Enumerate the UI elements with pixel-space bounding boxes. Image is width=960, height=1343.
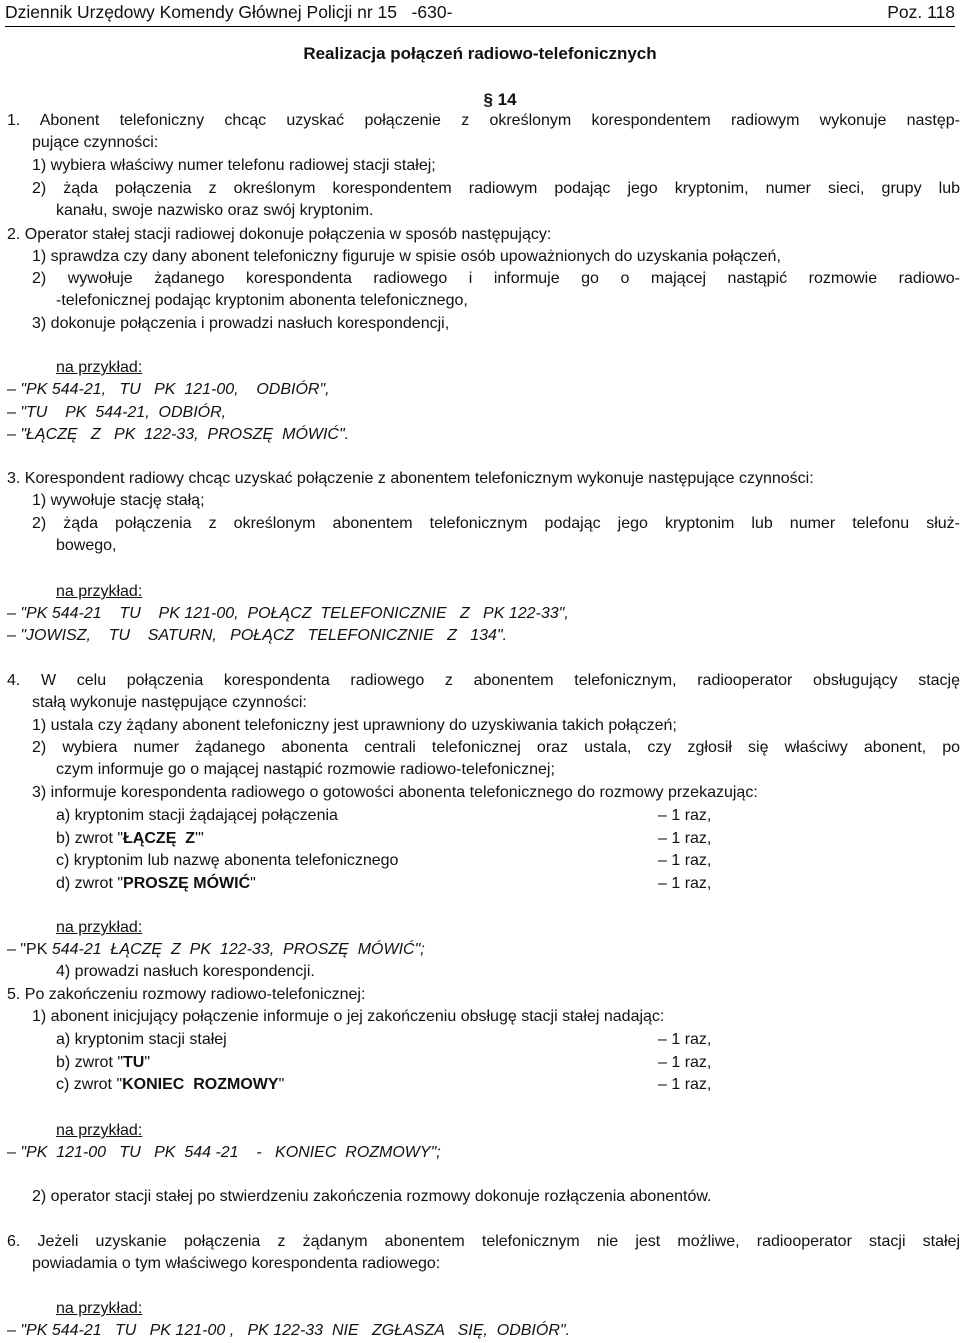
item-label-end: " xyxy=(144,1054,151,1071)
list-item xyxy=(56,805,338,828)
paragraph-3-point-2-cont: bowego, xyxy=(56,537,117,554)
example-label: na przykład: xyxy=(56,1122,143,1139)
paragraph-2-point-2: 2) wywołuje żądanego korespondenta radiowego i informuje go o mającej nastąpić rozmowie radiowo- xyxy=(32,270,960,287)
item-rate: – 1 raz, xyxy=(658,875,712,892)
example-line: – "PK 121-00 TU PK 544 -21 - KONIEC ROZMOWY"; xyxy=(7,1144,441,1161)
example-text: "PK 121-00 TU PK 544 -21 - KONIEC ROZMOWY"; xyxy=(20,1144,441,1161)
item-phrase: ŁĄCZĘ Z xyxy=(123,830,196,847)
example-line: – "PK 544-21 TU PK 121-00, POŁĄCZ TELEFONICZNIE Z PK 122-33", xyxy=(7,605,569,622)
item-rate: – 1 raz, xyxy=(658,852,712,869)
paragraph-2-point-3: 3) dokonuje połączenia i prowadzi nasłuch korespondencji, xyxy=(32,315,450,332)
document-title: Realizacja połączeń radiowo-telefonicznych xyxy=(303,44,657,63)
item-rate: – 1 raz, xyxy=(658,1076,712,1093)
list-item xyxy=(56,828,204,851)
paragraph-2-line-1: 2. Operator stałej stacji radiowej dokonuje połączenia w sposób następujący: xyxy=(7,226,552,243)
list-item xyxy=(56,1029,227,1052)
example-line: – "PK 544-21 TU PK 121-00 , PK 122-33 NIE ZGŁASZA SIĘ, ODBIÓR". xyxy=(7,1322,570,1339)
paragraph-2-point-1: 1) sprawdza czy dany abonent telefoniczny figuruje w spisie osób upoważnionych do uzyskania połączeń, xyxy=(32,248,781,265)
list-item xyxy=(56,873,256,896)
item-label: b) zwrot " xyxy=(56,1054,124,1071)
page-header xyxy=(5,0,955,27)
paragraph-4-point-1: 1) ustala czy żądany abonent telefoniczny jest uprawniony do uzyskiwania takich połączeń; xyxy=(32,717,677,734)
example-line: – "JOWISZ, TU SATURN, POŁĄCZ TELEFONICZNIE Z 134". xyxy=(7,627,508,644)
example-text: "PK 544-21 TU PK 121-00 , PK 122-33 NIE ZGŁASZA SIĘ, ODBIÓR". xyxy=(20,1322,570,1339)
example-line: – "ŁĄCZĘ Z PK 122-33, PROSZĘ MÓWIĆ". xyxy=(7,426,350,443)
item-rate: – 1 raz, xyxy=(658,830,712,847)
item-label: b) zwrot " xyxy=(56,830,124,847)
journal-title: Dziennik Urzędowy Komendy Głównej Policji nr 15 -630- xyxy=(5,2,453,22)
item-rate: – 1 raz, xyxy=(658,807,712,824)
example-text: "PK 544-21, TU PK 121-00, ODBIÓR", xyxy=(20,381,330,398)
example-label: na przykład: xyxy=(56,1300,143,1317)
paragraph-4-point-3: 3) informuje korespondenta radiowego o gotowości abonenta telefonicznego do rozmowy przekazując: xyxy=(32,784,758,801)
item-rate: – 1 raz, xyxy=(658,1054,712,1071)
list-item xyxy=(56,1052,150,1075)
item-label: c) kryptonim lub nazwę abonenta telefonicznego xyxy=(56,852,399,869)
paragraph-4-line-2: stałą wykonuje następujące czynności: xyxy=(32,694,307,711)
example-line: – "PK 544-21, TU PK 121-00, ODBIÓR", xyxy=(7,381,330,398)
example-text: 544-21 ŁĄCZĘ Z PK 122-33, PROSZĘ MÓWIĆ"; xyxy=(51,941,425,958)
paragraph-3-line-1: 3. Korespondent radiowy chcąc uzyskać połączenie z abonentem telefonicznym wykonuje następujące czynności: xyxy=(7,470,814,487)
paragraph-4-line-1: 4. W celu połączenia korespondenta radiowego z abonentem telefonicznym, radiooperator obsługujący stację xyxy=(7,672,960,689)
item-label: c) zwrot " xyxy=(56,1076,123,1093)
paragraph-4-point-4: 4) prowadzi nasłuch korespondencji. xyxy=(56,963,315,980)
paragraph-5-line-1: 5. Po zakończeniu rozmowy radiowo-telefonicznej: xyxy=(7,986,366,1003)
list-item xyxy=(56,1074,284,1097)
list-item xyxy=(56,850,398,873)
paragraph-6-line-1: 6. Jeżeli uzyskanie połączenia z żądanym abonentem telefonicznym nie jest możliwe, radiooperator stacji stałej xyxy=(7,1233,960,1250)
paragraph-5-point-2: 2) operator stacji stałej po stwierdzeniu zakończenia rozmowy dokonuje rozłączenia abonentów. xyxy=(32,1188,712,1205)
position-number: Poz. 118 xyxy=(887,2,955,22)
item-phrase: TU xyxy=(123,1054,145,1071)
paragraph-1-point-1: 1) wybiera właściwy numer telefonu radiowej stacji stałej; xyxy=(32,157,436,174)
example-text: "ŁĄCZĘ Z PK 122-33, PROSZĘ MÓWIĆ". xyxy=(20,426,350,443)
item-label: a) kryptonim stacji żądającej połączenia xyxy=(56,807,338,824)
paragraph-4-point-2-cont: czym informuje go o mającej nastąpić rozmowie radiowo-telefonicznej; xyxy=(56,761,555,778)
example-label: na przykład: xyxy=(56,359,143,376)
example-line: – "TU PK 544-21, ODBIÓR, xyxy=(7,404,227,421)
example-text: "JOWISZ, TU SATURN, POŁĄCZ TELEFONICZNIE Z 134". xyxy=(20,627,508,644)
item-phrase: KONIEC ROZMOWY xyxy=(122,1076,279,1093)
paragraph-2-point-2-cont: -telefonicznej podając kryptonim abonenta telefonicznego, xyxy=(56,292,468,309)
item-label-end: " xyxy=(250,875,256,892)
example-line: – "PK 544-21 ŁĄCZĘ Z PK 122-33, PROSZĘ MÓWIĆ"; xyxy=(7,941,425,958)
item-label-end: '" xyxy=(195,830,204,847)
paragraph-1-point-2-cont: kanału, swoje nazwisko oraz swój kryptonim. xyxy=(56,202,374,219)
example-text: "TU PK 544-21, ODBIÓR, xyxy=(20,404,227,421)
section-number: § 14 xyxy=(483,90,517,109)
paragraph-3-point-2: 2) żąda połączenia z określonym abonentem telefonicznym podając jego kryptonim lub numer telefonu służ- xyxy=(32,515,960,532)
paragraph-1-line-2: pujące czynności: xyxy=(32,134,159,151)
paragraph-5-point-1: 1) abonent inicjujący połączenie informuje o jej zakończeniu obsługę stacji stałej nadając: xyxy=(32,1008,665,1025)
paragraph-6-line-2: powiadamia o tym właściwego korespondenta radiowego: xyxy=(32,1255,441,1272)
example-label: na przykład: xyxy=(56,583,143,600)
item-rate: – 1 raz, xyxy=(658,1031,712,1048)
paragraph-4-point-2: 2) wybiera numer żądanego abonenta centrali telefonicznej oraz ustala, czy zgłosił się właściwy abonent, po xyxy=(32,739,960,756)
example-text-prefix: "PK xyxy=(20,941,52,958)
paragraph-1-line-1: 1. Abonent telefoniczny chcąc uzyskać połączenie z określonym korespondentem radiowym wykonuje następ- xyxy=(7,112,960,129)
example-text: "PK 544-21 TU PK 121-00, POŁĄCZ TELEFONICZNIE Z PK 122-33", xyxy=(20,605,569,622)
paragraph-1-point-2: 2) żąda połączenia z określonym korespondentem radiowym podając jego kryptonim, numer sieci, grupy lub xyxy=(32,180,960,197)
item-label: a) kryptonim stacji stałej xyxy=(56,1031,227,1048)
item-phrase: PROSZĘ MÓWIĆ xyxy=(123,875,251,892)
paragraph-3-point-1: 1) wywołuje stację stałą; xyxy=(32,492,205,509)
item-label: d) zwrot " xyxy=(56,875,124,892)
example-label: na przykład: xyxy=(56,919,143,936)
item-label-end: " xyxy=(278,1076,285,1093)
